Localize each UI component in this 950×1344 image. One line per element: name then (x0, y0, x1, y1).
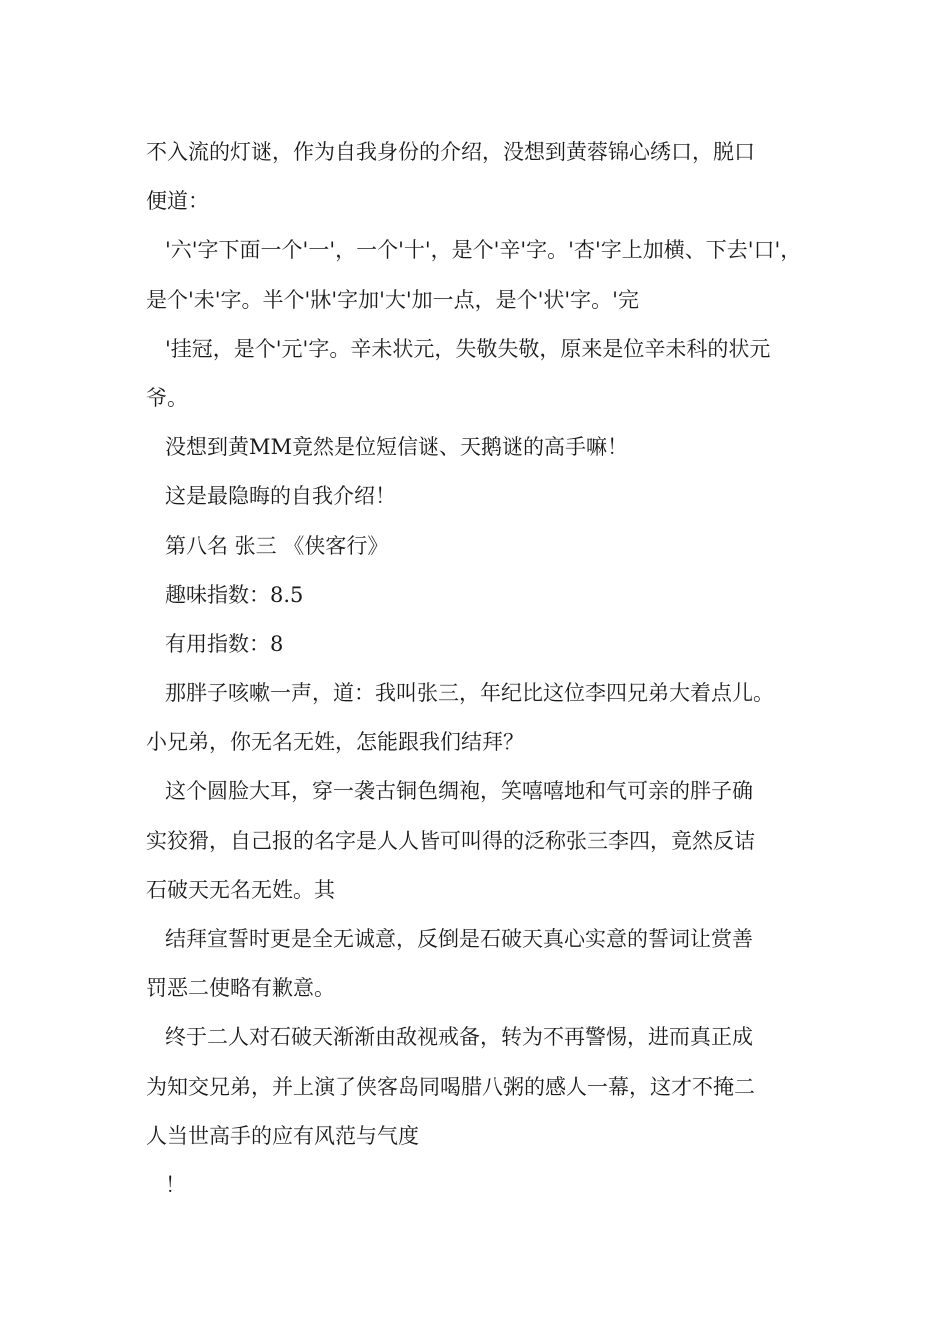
text-line: 罚恶二使略有歉意。 (146, 976, 335, 1001)
text-line: 终于二人对石破天渐渐由敌视戒备，转为不再警惕，进而真正成 (165, 1025, 753, 1050)
text-line: 便道： (146, 189, 209, 214)
text-line: ！ (165, 1172, 186, 1197)
text-line: 是个'未'字。半个'牀'字加'大'加一点，是个'状'字。'完 (146, 287, 639, 312)
text-line: 没想到黄MM竟然是位短信谜、天鹅谜的高手嘛！ (165, 435, 629, 460)
text-line: 这是最隐晦的自我介绍！ (165, 484, 396, 509)
text-line: 那胖子咳嗽一声，道：我叫张三，年纪比这位李四兄弟大着点儿。 (165, 681, 774, 706)
text-line: 实狡猾，自己报的名字是人人皆可叫得的泛称张三李四，竟然反诘 (146, 828, 755, 853)
text-line: 石破天无名无姓。其 (146, 877, 335, 902)
rating-useful: 有用指数：8 (165, 631, 284, 656)
rating-fun: 趣味指数：8.5 (165, 582, 304, 607)
text-line: 为知交兄弟，并上演了侠客岛同喝腊八粥的感人一幕，这才不掩二 (146, 1074, 755, 1099)
text-line: 不入流的灯谜，作为自我身份的介绍，没想到黄蓉锦心绣口，脱口 (146, 140, 755, 164)
text-line: 小兄弟，你无名无姓，怎能跟我们结拜？ (146, 730, 524, 755)
text-line: '六'字下面一个'一'，一个'十'，是个'辛'字。'杏'字上加横、下去'口'， (165, 238, 802, 263)
document-body (146, 128, 826, 1210)
text-line: 结拜宣誓时更是全无诚意，反倒是石破天真心实意的誓词让赏善 (165, 927, 753, 951)
text-line: 人当世高手的应有风范与气度 (146, 1123, 419, 1148)
text-line: '挂冠，是个'元'字。辛未状元，失敬失敬，原来是位辛未科的状元 (165, 336, 771, 361)
text-line: 爷。 (146, 385, 188, 410)
text-line: 这个圆脸大耳，穿一袭古铜色绸袍，笑嘻嘻地和气可亲的胖子确 (165, 779, 753, 804)
section-heading: 第八名 张三 《侠客行》 (165, 533, 389, 558)
